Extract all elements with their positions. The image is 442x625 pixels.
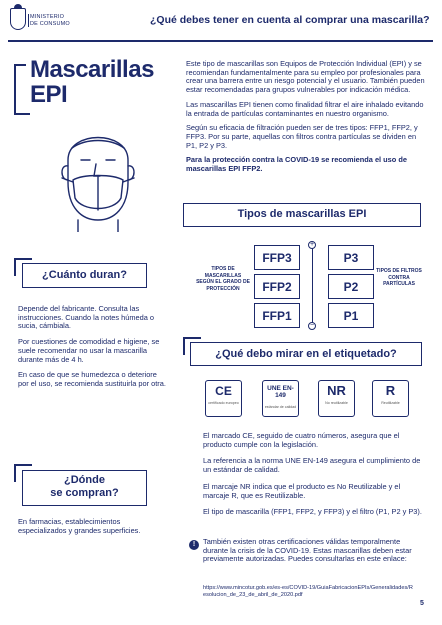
etiquetado-paragraph: El marcado CE, seguido de cuatro números, asegura que el producto cumple con la legislación. [203, 431, 400, 449]
main-title-line-2: EPI [30, 81, 68, 108]
duran-paragraph: Por cuestiones de comodidad e higiene, se suele recomendar no usar la mascarilla durante más de 4 h. [18, 337, 160, 364]
cert-mark: NR [327, 383, 346, 398]
header-title: ¿Qué debes tener en cuenta al comprar una mascarilla? [150, 14, 430, 26]
intro-paragraph: Este tipo de mascarillas son Equipos de Protección Individual (EPI) y se recomiendan fundamentalmente para su empleo por profesionales para crear una barrera entre un riesgo potencial y el usuario. También pueden estar recomendadas para grupos vulnerables por indicación médica. [186, 59, 425, 95]
une-en149-icon [262, 380, 299, 417]
ffp1-box: FFP1 [254, 303, 300, 328]
heading-decoration [183, 337, 201, 339]
intro-paragraph: Las mascarillas EPI tienen como finalidad filtrar el aire inhalado evitando la entrada de partículas contaminantes en nuestro organismo. [186, 99, 424, 118]
mask-types-label: TIPOS DE MASCARILLAS SEGÚN EL GRADO DE PROTECCIÓN [196, 266, 250, 292]
duran-heading: ¿Cuánto duran? [42, 269, 127, 281]
nr-mark-icon [318, 380, 355, 417]
cert-mark: R [385, 383, 396, 398]
cert-mark: UNE EN-149 [267, 385, 294, 399]
cert-caption: Reutilizable [381, 401, 400, 405]
ministry-name [30, 14, 70, 27]
main-title [30, 57, 154, 107]
p1-box: P1 [328, 303, 374, 328]
page-number: 5 [420, 600, 424, 607]
duran-paragraph: Depende del fabricante. Consulta las instrucciones. Cuando la notes húmeda o sucia, cámbiala. [18, 304, 154, 331]
intro-text [186, 60, 426, 180]
p2-box: P2 [328, 274, 374, 299]
protection-scale-line [312, 245, 313, 327]
ffp2-box: FFP2 [254, 274, 300, 299]
title-decoration [14, 113, 30, 115]
p3-box: P3 [328, 245, 374, 270]
etiquetado-heading: ¿Qué debo mirar en el etiquetado? [215, 348, 397, 360]
cert-mark: CE [215, 384, 232, 398]
heading-decoration [14, 258, 32, 260]
header-divider [8, 40, 433, 42]
duran-paragraph: En caso de que se humedezca o deteriore por el uso, se recomienda sustituirla por otra. [18, 370, 166, 388]
etiquetado-text [203, 432, 425, 517]
face-with-mask-icon [48, 120, 148, 232]
title-decoration [14, 64, 16, 114]
duran-text [18, 305, 168, 389]
ce-mark-icon [205, 380, 242, 417]
info-icon: ! [189, 540, 199, 550]
plus-icon: + [309, 241, 315, 248]
etiquetado-paragraph: La referencia a la norma UNE EN-149 asegura el cumplimiento de un estándar de calidad. [203, 456, 421, 475]
etiquetado-paragraph: El marcaje NR indica que el producto es No Reutilizable y el marcaje R, que es Reutilizable. [203, 481, 401, 500]
title-decoration [14, 64, 26, 66]
heading-decoration [183, 337, 185, 355]
heading-decoration [14, 464, 16, 482]
cert-caption: estándar de calidad [264, 405, 297, 409]
donde-heading [22, 474, 147, 500]
donde-text: En farmacias, establecimientos especializados y grandes superficies. [18, 517, 141, 535]
heading-decoration [14, 464, 32, 466]
intro-paragraph: Según su eficacia de filtración pueden ser de tres tipos: FFP1, FFP2, y FFP3. Por su parte, aquellas con filtros contra partículas se dividen en P1, P2 y P3. [186, 123, 418, 150]
tipos-heading: Tipos de mascarillas EPI [237, 208, 367, 220]
donde-heading-line-1: ¿Dónde [64, 474, 105, 486]
r-mark-icon [372, 380, 409, 417]
minus-icon: − [309, 322, 315, 329]
filter-types-label: TIPOS DE FILTROS CONTRA PARTÍCULAS [376, 268, 422, 287]
heading-decoration [14, 258, 16, 276]
ministry-line-1: MINISTERIO [30, 14, 65, 20]
main-title-line-1: Mascarillas [30, 56, 154, 83]
cert-caption: No reutilizable [325, 401, 348, 405]
ffp3-box: FFP3 [254, 245, 300, 270]
intro-recommendation: Para la protección contra la COVID-19 se recomienda el uso de mascarillas EPI FFP2. [186, 155, 407, 174]
ministry-line-2: DE CONSUMO [30, 20, 70, 27]
etiquetado-paragraph: El tipo de mascarilla (FFP1, FFP2, y FFP3) y el filtro (P1, P2 y P3). [203, 507, 422, 517]
spain-crest-icon [10, 8, 26, 30]
certifications-link[interactable]: https://www.mincotur.gob.es/es-es/COVID-19/GuiaFabricacionEPIs/Generalidades/Resolucion_de_23_de_abril_de_2020.pdf [203, 585, 413, 598]
donde-heading-line-2: se compran? [50, 487, 119, 499]
cert-caption: certificado europeo [208, 401, 239, 405]
other-certifications-text: También existen otras certificaciones válidas temporalmente durante la crisis de la COVID-19. Estas mascarillas deben estar previamente autorizadas. Puedes consultarlas en este enlace: [203, 537, 412, 564]
